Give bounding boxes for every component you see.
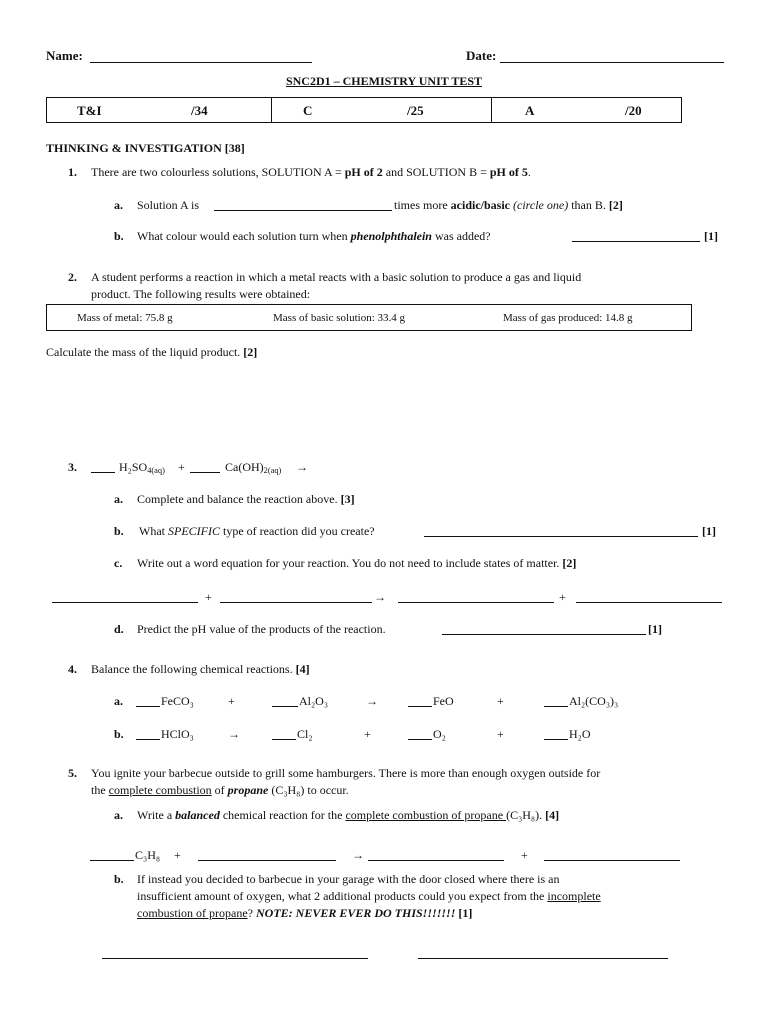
q5b-label: b. (114, 872, 124, 886)
q4b-coef3-blank[interactable] (408, 739, 432, 740)
date-field[interactable] (500, 62, 724, 63)
q4a-label: a. (114, 694, 123, 708)
q4a-op1: + (228, 694, 235, 708)
q3c-blank-4[interactable] (576, 602, 722, 603)
date-label: Date: (466, 48, 497, 63)
q4b-op2: + (364, 727, 371, 741)
q5b-answer-blank-2[interactable] (418, 958, 668, 959)
q1a-answer-blank[interactable] (214, 210, 392, 211)
q2-number: 2. (68, 270, 77, 284)
q5a-coef-blank[interactable] (90, 860, 134, 861)
q3-coef2-blank[interactable] (190, 472, 220, 473)
q5a-text: Write a balanced chemical reaction for the complete combustion of propane (C₃H₈). [4] (137, 808, 560, 822)
q2-result-solution: Mass of basic solution: 33.4 g (273, 312, 405, 324)
q3b-marks: [1] (702, 524, 716, 538)
score-a-total: /20 (625, 103, 642, 118)
q4b-compound3: O₂ (433, 727, 446, 741)
q3b-label: b. (114, 524, 124, 538)
q5a-blank-3[interactable] (544, 860, 680, 861)
q4a-compound2: Al₂O₃ (299, 694, 329, 708)
q2-results-box (46, 304, 692, 331)
q3d-text: Predict the pH value of the products of the reaction. (137, 622, 386, 636)
q3c-blank-1[interactable] (52, 602, 198, 603)
q2-line2: product. The following results were obtained: (91, 287, 311, 301)
q1b-answer-blank[interactable] (572, 241, 700, 242)
score-a-label: A (525, 103, 535, 118)
q4a-compound1: FeCO₃ (161, 694, 194, 708)
q4b-compound2: Cl₂ (297, 727, 313, 741)
q5-line2: the complete combustion of propane (C₃H₈) to occur. (91, 783, 349, 797)
q5b-line1: If instead you decided to barbecue in your garage with the door closed where there is an (137, 872, 560, 886)
q3c-plus-1: + (205, 590, 212, 604)
q4a-op3: + (497, 694, 504, 708)
q4b-coef2-blank[interactable] (272, 739, 296, 740)
q4b-op1: → (228, 727, 240, 741)
q4b-compound4: H₂O (569, 727, 591, 741)
q3d-answer-blank[interactable] (442, 634, 646, 635)
q4b-compound1: HClO₃ (161, 727, 194, 741)
q5a-reactant: C₃H₈ (135, 848, 161, 862)
score-ti-label: T&I (77, 103, 102, 118)
q1a-part2: times more acidic/basic (circle one) than B. [2] (394, 198, 623, 212)
q5-number: 5. (68, 766, 77, 780)
q1a-part1: Solution A is (137, 198, 200, 212)
q1b-text: What colour would each solution turn when phenolphthalein was added? (137, 229, 491, 243)
q5b-answer-blank-1[interactable] (102, 958, 368, 959)
q4b-coef1-blank[interactable] (136, 739, 160, 740)
q4-number: 4. (68, 662, 77, 676)
q3c-plus-2: + (559, 590, 566, 604)
q4-text: Balance the following chemical reactions. [4] (91, 662, 310, 676)
q3c-label: c. (114, 556, 123, 570)
section-heading: THINKING & INVESTIGATION [38] (46, 141, 245, 155)
q5a-plus-2: + (521, 848, 528, 862)
page-title: SNC2D1 – CHEMISTRY UNIT TEST (285, 74, 483, 88)
q3b-answer-blank[interactable] (424, 536, 698, 537)
q5a-blank-2[interactable] (368, 860, 504, 861)
q4b-coef4-blank[interactable] (544, 739, 568, 740)
q4b-op3: + (497, 727, 504, 741)
score-ti-total: /34 (191, 103, 208, 118)
q5a-arrow: → (352, 848, 364, 862)
q4a-op2: → (366, 694, 378, 708)
q1-number: 1. (68, 165, 77, 179)
q2-result-metal: Mass of metal: 75.8 g (77, 312, 173, 324)
q5-line1: You ignite your barbecue outside to grill some hamburgers. There is more than enough oxygen outside for (91, 766, 601, 780)
q5a-plus-1: + (174, 848, 181, 862)
q1b-marks: [1] (704, 229, 718, 243)
q3d-label: d. (114, 622, 124, 636)
q2-line1: A student performs a reaction in which a metal reacts with a basic solution to produce a gas and liquid (91, 270, 582, 284)
q3d-marks: [1] (648, 622, 662, 636)
q4b-label: b. (114, 727, 124, 741)
name-label: Name: (46, 48, 83, 63)
q4a-coef1-blank[interactable] (136, 706, 160, 707)
q3c-arrow: → (374, 590, 386, 604)
q1-text: There are two colourless solutions, SOLUTION A = pH of 2 and SOLUTION B = pH of 5. (91, 165, 531, 179)
q3-reactant1: $H_2SO_{4(aq)}$ (119, 460, 165, 476)
q3-arrow: → (296, 460, 308, 474)
q2-result-gas: Mass of gas produced: 14.8 g (503, 312, 633, 324)
q3c-blank-2[interactable] (220, 602, 372, 603)
q5a-blank-1[interactable] (198, 860, 336, 861)
q5b-line3: combustion of propane? NOTE: NEVER EVER DO THIS!!!!!!! [1] (137, 906, 473, 920)
q5a-label: a. (114, 808, 123, 822)
q3a-text: Complete and balance the reaction above. [3] (137, 492, 355, 506)
q3-coef1-blank[interactable] (91, 472, 115, 473)
q3a-label: a. (114, 492, 123, 506)
name-field[interactable] (90, 62, 312, 63)
q3c-blank-3[interactable] (398, 602, 554, 603)
score-table (46, 97, 682, 123)
q4a-compound4: Al₂(CO₃)₃ (569, 694, 619, 708)
q4a-coef3-blank[interactable] (408, 706, 432, 707)
q3-plus: + (178, 460, 185, 474)
score-c-total: /25 (407, 103, 424, 118)
q3b-text: What SPECIFIC type of reaction did you create? (139, 524, 375, 538)
q3-number: 3. (68, 460, 77, 474)
q4a-coef2-blank[interactable] (272, 706, 298, 707)
q1a-label: a. (114, 198, 123, 212)
q3-reactant2: $Ca(OH)_{2(aq)}$ (225, 460, 282, 476)
q3c-text: Write out a word equation for your reaction. You do not need to include states of matter. [2] (137, 556, 577, 570)
q1b-label: b. (114, 229, 124, 243)
q4a-compound3: FeO (433, 694, 454, 708)
q5b-line2: insufficient amount of oxygen, what 2 additional products could you expect from the incomplete (137, 889, 601, 903)
score-c-label: C (303, 103, 313, 118)
q2-prompt: Calculate the mass of the liquid product. [2] (46, 345, 258, 359)
q4a-coef4-blank[interactable] (544, 706, 568, 707)
